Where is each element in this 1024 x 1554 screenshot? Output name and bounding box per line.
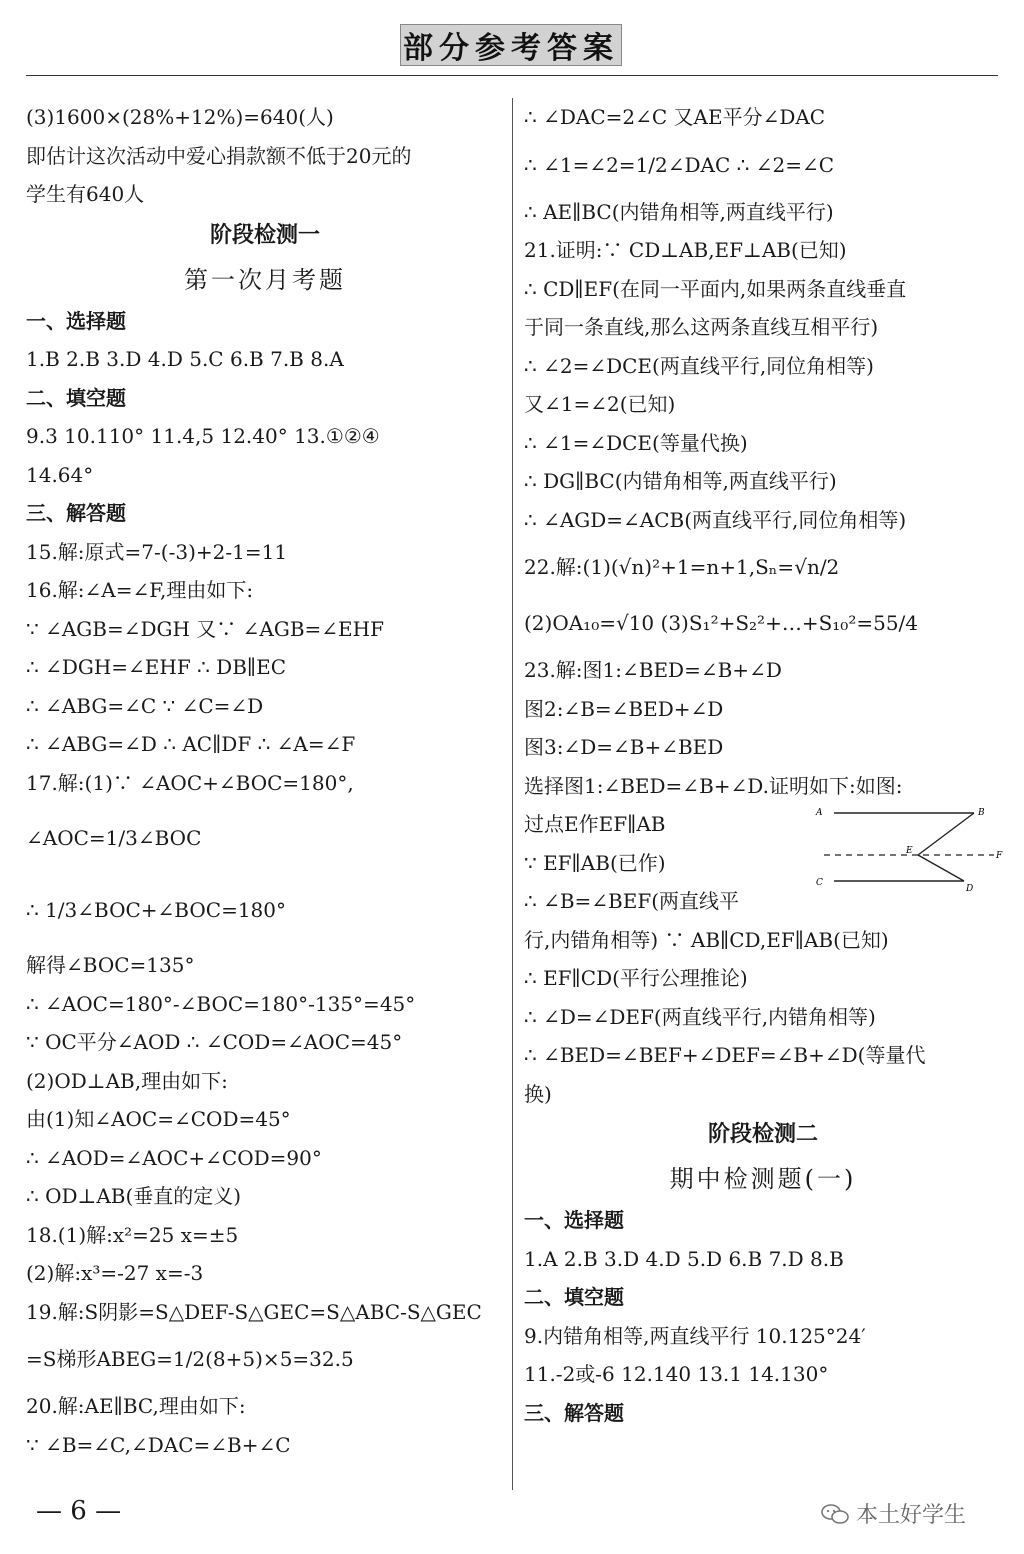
answer-line: 9.3 10.110° 11.4,5 12.40° 13.①②④ [26,424,380,448]
answer-line: 过点E作EF∥AB [524,812,666,836]
part-heading: 三、解答题 [524,1400,624,1425]
label-b: B [978,808,985,818]
answer-line: 行,内错角相等) ∵ AB∥CD,EF∥AB(已知) [524,927,889,952]
answer-line: (2)解:x³=-27 x=-3 [26,1261,204,1285]
label-e: E [906,846,913,856]
answer-line: 15.解:原式=7-(-3)+2-1=11 [26,539,288,564]
answer-line: ∵ EF∥AB(已作) [524,850,666,875]
answer-line: 20.解:AE∥BC,理由如下: [26,1394,246,1418]
line-ed [918,855,964,881]
answer-line: ∴ ∠1=∠DCE(等量代换) [524,430,748,455]
answer-line: ∴ ∠DGH=∠EHF ∴ DB∥EC [26,655,287,679]
answer-line: 又∠1=∠2(已知) [524,392,676,416]
answer-line: 21.证明:∵ CD⊥AB,EF⊥AB(已知) [524,238,847,262]
answer-line: (3)1600×(28%+12%)=640(人) [26,105,334,129]
answer-line: ∴ AE∥BC(内错角相等,两直线平行) [524,199,834,224]
answer-line: ∴ OD⊥AB(垂直的定义) [26,1184,242,1208]
wechat-icon [820,1503,850,1525]
answer-line: 22.解:(1)(√n)²+1=n+1,Sₙ=√n/2 [524,555,840,579]
watermark [820,1498,966,1529]
answer-line: ∴ EF∥CD(平行公理推论) [524,966,748,990]
answer-line: 图2:∠B=∠BED+∠D [524,696,724,721]
answer-line: ∴ ∠ABG=∠D ∴ AC∥DF ∴ ∠A=∠F [26,732,356,756]
left-column [26,98,504,1464]
answer-line: 解得∠BOC=135° [26,953,195,977]
section-subtitle: 期中检测题(一) [669,1165,857,1193]
answer-line: 17.解:(1)∵ ∠AOC+∠BOC=180°, [26,770,354,795]
answer-line: 1.A 2.B 3.D 4.D 5.D 6.B 7.D 8.B [524,1246,844,1271]
section-title: 阶段检测一 [209,222,320,248]
part-heading: 二、填空题 [26,385,126,410]
answer-line: ∵ OC平分∠AOD ∴ ∠COD=∠AOC=45° [26,1030,403,1054]
column-divider [512,98,513,1490]
answer-line: ∴ ∠2=∠DCE(两直线平行,同位角相等) [524,353,874,378]
label-a: A [816,808,823,818]
answer-line: ∵ ∠B=∠C,∠DAC=∠B+∠C [26,1432,291,1457]
answer-line: ∠AOC=1/3∠BOC [26,826,202,850]
part-heading: 三、解答题 [26,501,126,525]
section-subtitle: 第一次月考题 [184,265,346,294]
page-number: — 6 — [36,1496,122,1526]
answer-line: 14.64° [26,462,94,487]
answer-line: ∴ ∠AOC=180°-∠BOC=180°-135°=45° [26,991,416,1016]
answer-line: 选择图1:∠BED=∠B+∠D.证明如下:如图: [524,773,903,798]
answer-line: 即估计这次活动中爱心捐款额不低于20元的 [26,143,412,168]
answer-line: ∴ ∠AOD=∠AOC+∠COD=90° [26,1145,322,1170]
label-f: F [996,851,1003,861]
answer-line: 于同一条直线,那么这两条直线互相平行) [524,315,879,339]
answer-line: ∴ ∠B=∠BEF(两直线平 [524,889,740,913]
part-heading: 二、填空题 [524,1285,624,1309]
answer-line: =S梯形ABEG=1/2(8+5)×5=32.5 [26,1347,354,1371]
answer-line: ∴ 1/3∠BOC+∠BOC=180° [26,898,287,922]
answer-line: 换) [524,1081,552,1106]
answer-line: (2)OA₁₀=√10 (3)S₁²+S₂²+…+S₁₀²=55/4 [524,611,919,635]
answer-line: 9.内错角相等,两直线平行 10.125°24′ [524,1323,866,1348]
answer-line: 23.解:图1:∠BED=∠B+∠D [524,658,782,682]
answer-line: 11.-2或-6 12.140 13.1 14.130° [524,1362,829,1386]
answer-line: 由(1)知∠AOC=∠COD=45° [26,1107,291,1131]
answer-line: ∴ ∠DAC=2∠C 又AE平分∠DAC [524,105,826,129]
line-be [918,813,974,855]
answer-line: 19.解:S阴影=S△DEF-S△GEC=S△ABC-S△GEC [26,1299,482,1324]
answer-line: ∴ CD∥EF(在同一平面内,如果两条直线垂直 [524,276,907,301]
watermark-text: 本土好学生 [856,1503,967,1528]
answer-line: 16.解:∠A=∠F,理由如下: [26,578,254,602]
section-title: 阶段检测二 [707,1122,818,1147]
answer-line: ∴ ∠1=∠2=1/2∠DAC ∴ ∠2=∠C [524,152,835,177]
label-c: C [816,878,823,888]
answer-line: 18.(1)解:x²=25 x=±5 [26,1222,239,1247]
answer-line: (2)OD⊥AB,理由如下: [26,1068,228,1093]
part-heading: 一、选择题 [26,308,126,333]
right-column [524,98,1002,1432]
header-rule [26,75,998,76]
answer-line: ∵ ∠AGB=∠DGH 又∵ ∠AGB=∠EHF [26,616,384,641]
parallel-lines-figure [814,805,1004,895]
answer-line: 1.B 2.B 3.D 4.D 5.C 6.B 7.B 8.A [26,347,344,371]
label-d: D [966,884,974,894]
answer-line: 图3:∠D=∠B+∠BED [524,735,724,759]
part-heading: 一、选择题 [524,1208,624,1232]
answer-line: ∴ ∠ABG=∠C ∵ ∠C=∠D [26,693,264,718]
answer-line: ∴ ∠AGD=∠ACB(两直线平行,同位角相等) [524,507,907,532]
answer-line: ∴ DG∥BC(内错角相等,两直线平行) [524,469,837,493]
answer-line: 学生有640人 [26,182,145,206]
answer-line: ∴ ∠BED=∠BEF+∠DEF=∠B+∠D(等量代 [524,1043,926,1067]
answer-line: ∴ ∠D=∠DEF(两直线平行,内错角相等) [524,1004,876,1029]
page-header-title: 部分参考答案 [400,24,622,66]
